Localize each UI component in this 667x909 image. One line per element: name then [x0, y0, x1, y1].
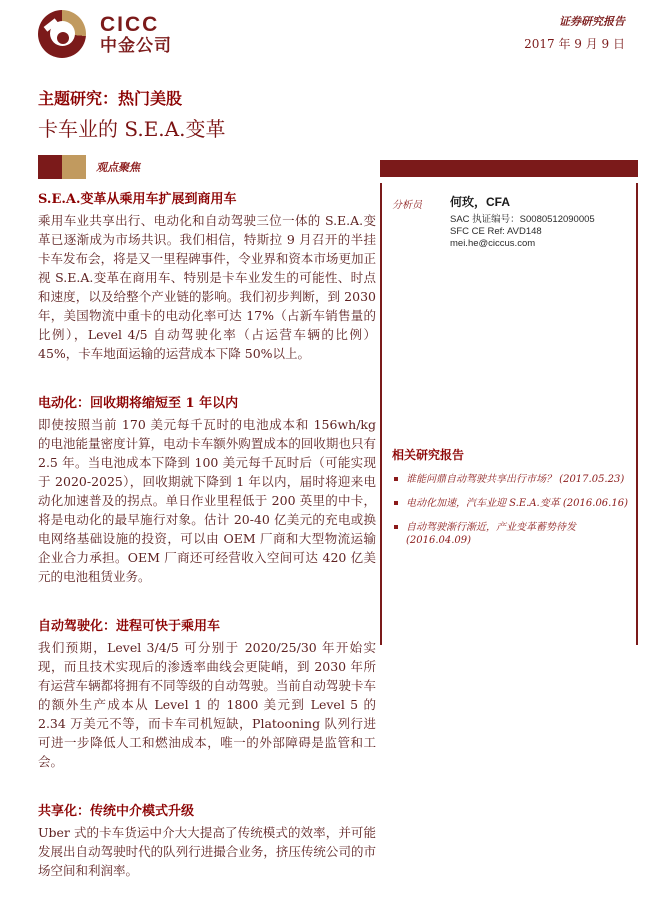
related-reports-heading: 相关研究报告	[392, 448, 465, 462]
section-body: 我们预期，Level 3/4/5 可分别于 2020/25/30 年开始实现，而且技术实现后的渗透率曲线会更陡峭，到 2030 年所有运营车辆都将拥有不同等级的自动驾驶。当前自动驾驶卡车的额外生产成本从 Level 1 的 1800 美元到 Level 5 的 2.34 万美元不等，而卡车司机短缺，Platooning 队列行进可进一步降低人工和燃油成本，唯一的外部障碍是监管和工会。	[38, 640, 376, 769]
section-autonomous-driving	[38, 615, 376, 771]
section-body: Uber 式的卡车货运中介大大提高了传统模式的效率，并可能发展出自动驾驶时代的队列行进撮合业务，挤压传统公司的市场空间和利润率。	[38, 825, 376, 878]
bullet-icon	[394, 501, 398, 505]
section-sea-transformation	[38, 188, 376, 363]
sidebar-top-bar	[380, 160, 638, 177]
brand-wordmark	[100, 14, 172, 55]
report-date: 2017 年 9 月 9 日	[524, 37, 625, 51]
analyst-email[interactable]: mei.he@ciccus.com	[450, 238, 536, 249]
section-body: 即使按照当前 170 美元每千瓦时的电池成本和 156wh/kg 的电池能量密度计算，电动卡车额外购置成本的回收期也只有 2.5 年。当电池成本下降到 100 美元每千瓦时后（可能实现于 2020-2025），回收期就下降到 1 年以内，届时将迎来电动化加速普及的拐点。单日作业里程低于 200 英里的中卡，将是电动化的最早施行对象。估计 20-40 亿美元的充电或换电网络基础设施的投资，可以由 OEM 厂商和大型物流运输企业合力承担。OEM 厂商还可经营收入空间可达 420 亿美元的电池租赁业务。	[38, 417, 376, 584]
section-heading: 自动驾驶化：进程可快于乘用车	[38, 619, 221, 634]
tan-square-icon	[62, 155, 86, 179]
brand-name-en: CICC	[100, 12, 160, 36]
logo-dot-shape	[57, 32, 69, 44]
section-sharing	[38, 800, 376, 880]
focus-row	[38, 155, 140, 179]
section-electrification	[38, 392, 376, 586]
related-report-title[interactable]: 自动驾驶渐行渐近，产业变革蓄势待发 (2016.04.09)	[406, 522, 576, 546]
sidebar-column	[380, 160, 638, 645]
section-heading: S.E.A.变革从乘用车扩展到商用车	[38, 192, 237, 207]
analyst-details	[450, 193, 595, 250]
focus-label: 观点聚焦	[96, 161, 140, 174]
section-heading: 共享化：传统中介模式升级	[38, 804, 195, 819]
cicc-logo-icon	[38, 10, 86, 58]
report-body-column	[38, 188, 376, 909]
analyst-sfc-ref: SFC CE Ref: AVD148	[450, 226, 542, 237]
related-report-link[interactable]	[392, 521, 628, 547]
related-report-link[interactable]	[392, 497, 628, 510]
related-report-title[interactable]: 谁能问鼎自动驾驶共享出行市场？ (2017.05.23)	[406, 474, 625, 485]
analyst-sac-number: SAC 执证编号：S0080512090005	[450, 214, 595, 225]
report-type-label: 证券研究报告	[559, 15, 625, 28]
bullet-icon	[394, 477, 398, 481]
analyst-label: 分析员	[392, 200, 422, 211]
related-reports	[392, 446, 628, 547]
sidebar-box	[380, 183, 638, 645]
analyst-name: 何玫，CFA	[450, 195, 511, 209]
bullet-icon	[394, 525, 398, 529]
related-report-link[interactable]	[392, 473, 628, 486]
maroon-square-icon	[38, 155, 62, 179]
report-category-title: 主题研究：热门美股	[38, 89, 183, 108]
header-meta	[524, 13, 625, 52]
section-heading: 电动化：回收期将缩短至 1 年以内	[38, 396, 239, 411]
section-body: 乘用车业共享出行、电动化和自动驾驶三位一体的 S.E.A.变革已逐渐成为市场共识。我们相信，特斯拉 9 月召开的半挂卡车发布会，将是又一里程碑事件，令业界和资本市场更加正视 S.E.A.变革在商用车、特别是卡车业发生的可能性、时点和速度，以及给整个产业链的影响。我们初步判断，到 2030 年，美国物流中重卡的电动化率可达 17%（占新车销售量的比例），Level 4/5 自动驾驶化率（占运营车辆的比例）45%，卡车地面运输的运营成本下降 50%以上。	[38, 213, 376, 361]
brand-name-cn: 中金公司	[100, 35, 172, 55]
report-main-title: 卡车业的 S.E.A.变革	[38, 117, 226, 141]
analyst-info	[392, 193, 628, 250]
related-report-title[interactable]: 电动化加速，汽车业迎 S.E.A.变革 (2016.06.16)	[406, 498, 628, 509]
cicc-logo	[38, 10, 172, 58]
